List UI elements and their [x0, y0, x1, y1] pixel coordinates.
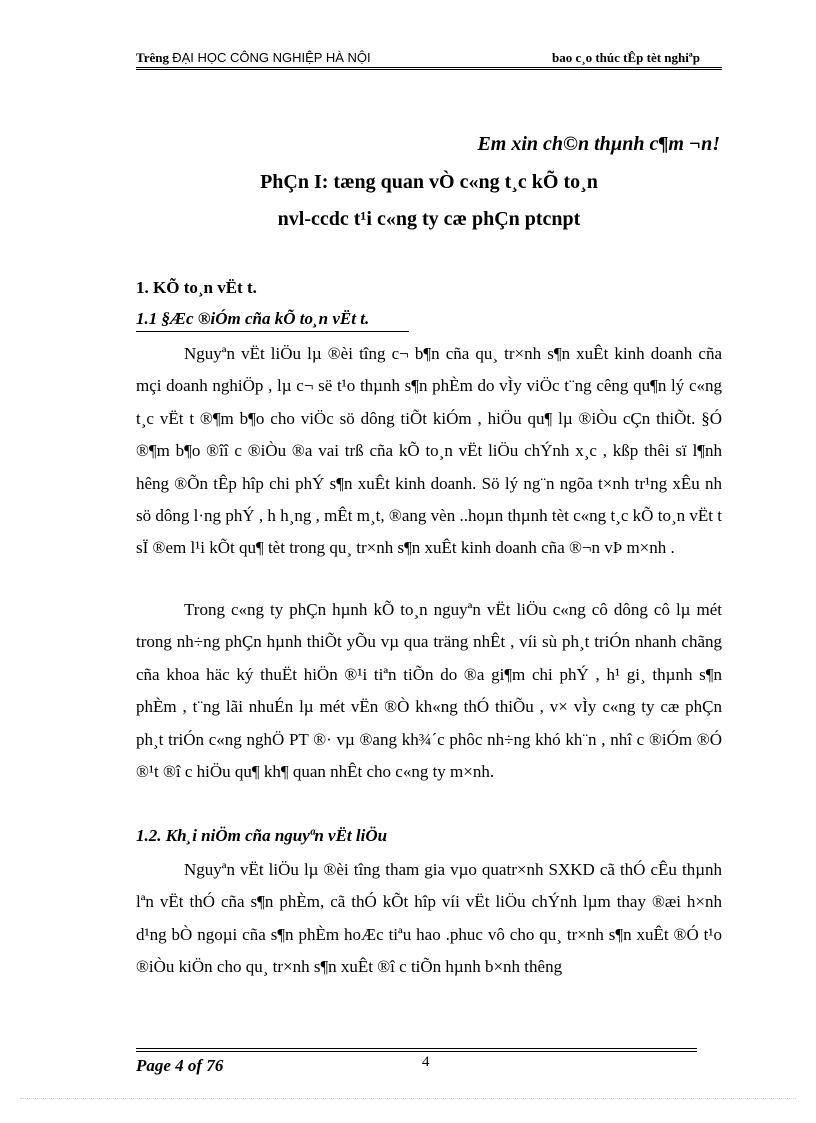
header-divider-secondary	[136, 69, 722, 70]
section-1-1-underline	[136, 331, 409, 332]
footer-page-number: 4	[422, 1054, 430, 1070]
paragraph-1: Nguyªn vËt liÖu lµ ®èi tîng c¬ b¶n cña qu¸ tr×nh s¶n xuÊt kinh doanh cña mçi doanh nghiÖp , lµ c¬ së t¹o thµnh s¶n phÈm do vÌy viÖc t¨ng cêng qu¶n lý c«ng t¸c vËt t ®¶m b¶o cho viÖc sö dông tiÕt kiÓm , hiÖu qu¶ lµ ®iÒu cÇn thiÕt. §Ó ®¶m b¶o ®îî c ®iÒu ®a vai trß cña kÕ to¸n vËt liÖu chÝnh x¸c , kßp thêi sï l¶nh hêng ®Õn tÊp hîp chi phÝ s¶n xuÊt kinh doanh. Sö lý ng¨n ngõa t×nh tr¹ng xÊu nh sö dông l·ng phÝ , h h¸ng , mÊt m¸t, ®ang vèn ..hoµn thµnh tèt c«ng t¸c kÕ to¸n vËt t sÏ ®em l¹i kÕt qu¶ tèt trong qu¸ tr×nh s¶n xuÊt kinh doanh cña ®¬n vÞ m×nh .	[136, 344, 722, 558]
header-report-title: bao c¸o thúc tÊp tèt nghiªp	[552, 50, 700, 65]
header-school-name: ĐẠI HỌC CÔNG NGHIỆP HÀ NỘI	[172, 50, 371, 65]
page-header	[136, 50, 722, 68]
footer-divider-secondary	[136, 1051, 697, 1052]
thanks-line: Em xin ch©n thµnh c¶m ¬n!	[477, 133, 720, 155]
part-title-line-2: nvl-ccdc t¹i c«ng ty cæ phÇn ptcnpt	[277, 208, 581, 230]
section-1-2-heading: 1.2. Kh¸i niÖm cña nguyªn vËt liÖu	[136, 826, 388, 845]
page-bottom-border	[20, 1098, 796, 1099]
section-1-heading: 1. KÕ to¸n vËt t.	[136, 278, 257, 297]
paragraph-2: Trong c«ng ty phÇn hµnh kÕ to¸n nguyªn vËt liÖu c«ng cô dông cô lµ mét trong nh÷ng phÇn hµnh thiÕt yÕu vµ qua träng nhÊt , víi sù ph¸t triÓn nhanh chãng cña khoa häc ký thuËt hiÖn ®¹i tiªn tiÕn do ®a gi¶m chi phÝ , h¹ gi¸ thµnh s¶n phÈm , t¨ng lãi nhuÉn lµ mét vËn ®Ò kh«ng thÓ thiÕu , v× vÌy c«ng ty cæ phÇn ph¸t triÓn c«ng nghÖ PT ®· vµ ®ang kh¾´c phôc nh÷ng khó kh¨n , nhî c ®iÓm ®Ó ®¹t ®î c hiÖu qu¶ kh¶ quan nhÊt cho c«ng ty m×nh.	[136, 600, 722, 782]
footer-divider	[136, 1048, 697, 1049]
header-prefix: Trêng	[136, 50, 173, 65]
paragraph-3: Nguyªn vËt liÖu lµ ®èi tîng tham gia vµo quatr×nh SXKD cã thÓ cÊu thµnh lªn vËt thÓ cña s¶n phÈm, cã thÓ kÕt hîp víi vËt liÖu chÝnh lµm thay ®æi h×nh d¹ng bÒ ngoµi cña s¶n phÈm hoÆc tiªu hao .phuc vô cho qu¸ tr×nh s¶n xuÊt ®Ó t¹o ®iÒu kiÖn cho qu¸ tr×nh s¶n xuÊt ®î c tiÕn hµnh b×nh thêng	[136, 860, 722, 977]
footer-page-label: Page 4 of 76	[136, 1056, 224, 1075]
header-school	[136, 50, 371, 66]
header-divider	[136, 67, 722, 68]
part-title-line-1: PhÇn I: tæng quan vÒ c«ng t¸c kÕ to¸n	[260, 171, 598, 193]
section-1-1-heading: 1.1 §Æc ®iÓm cña kÕ to¸n vËt t.	[136, 309, 370, 328]
